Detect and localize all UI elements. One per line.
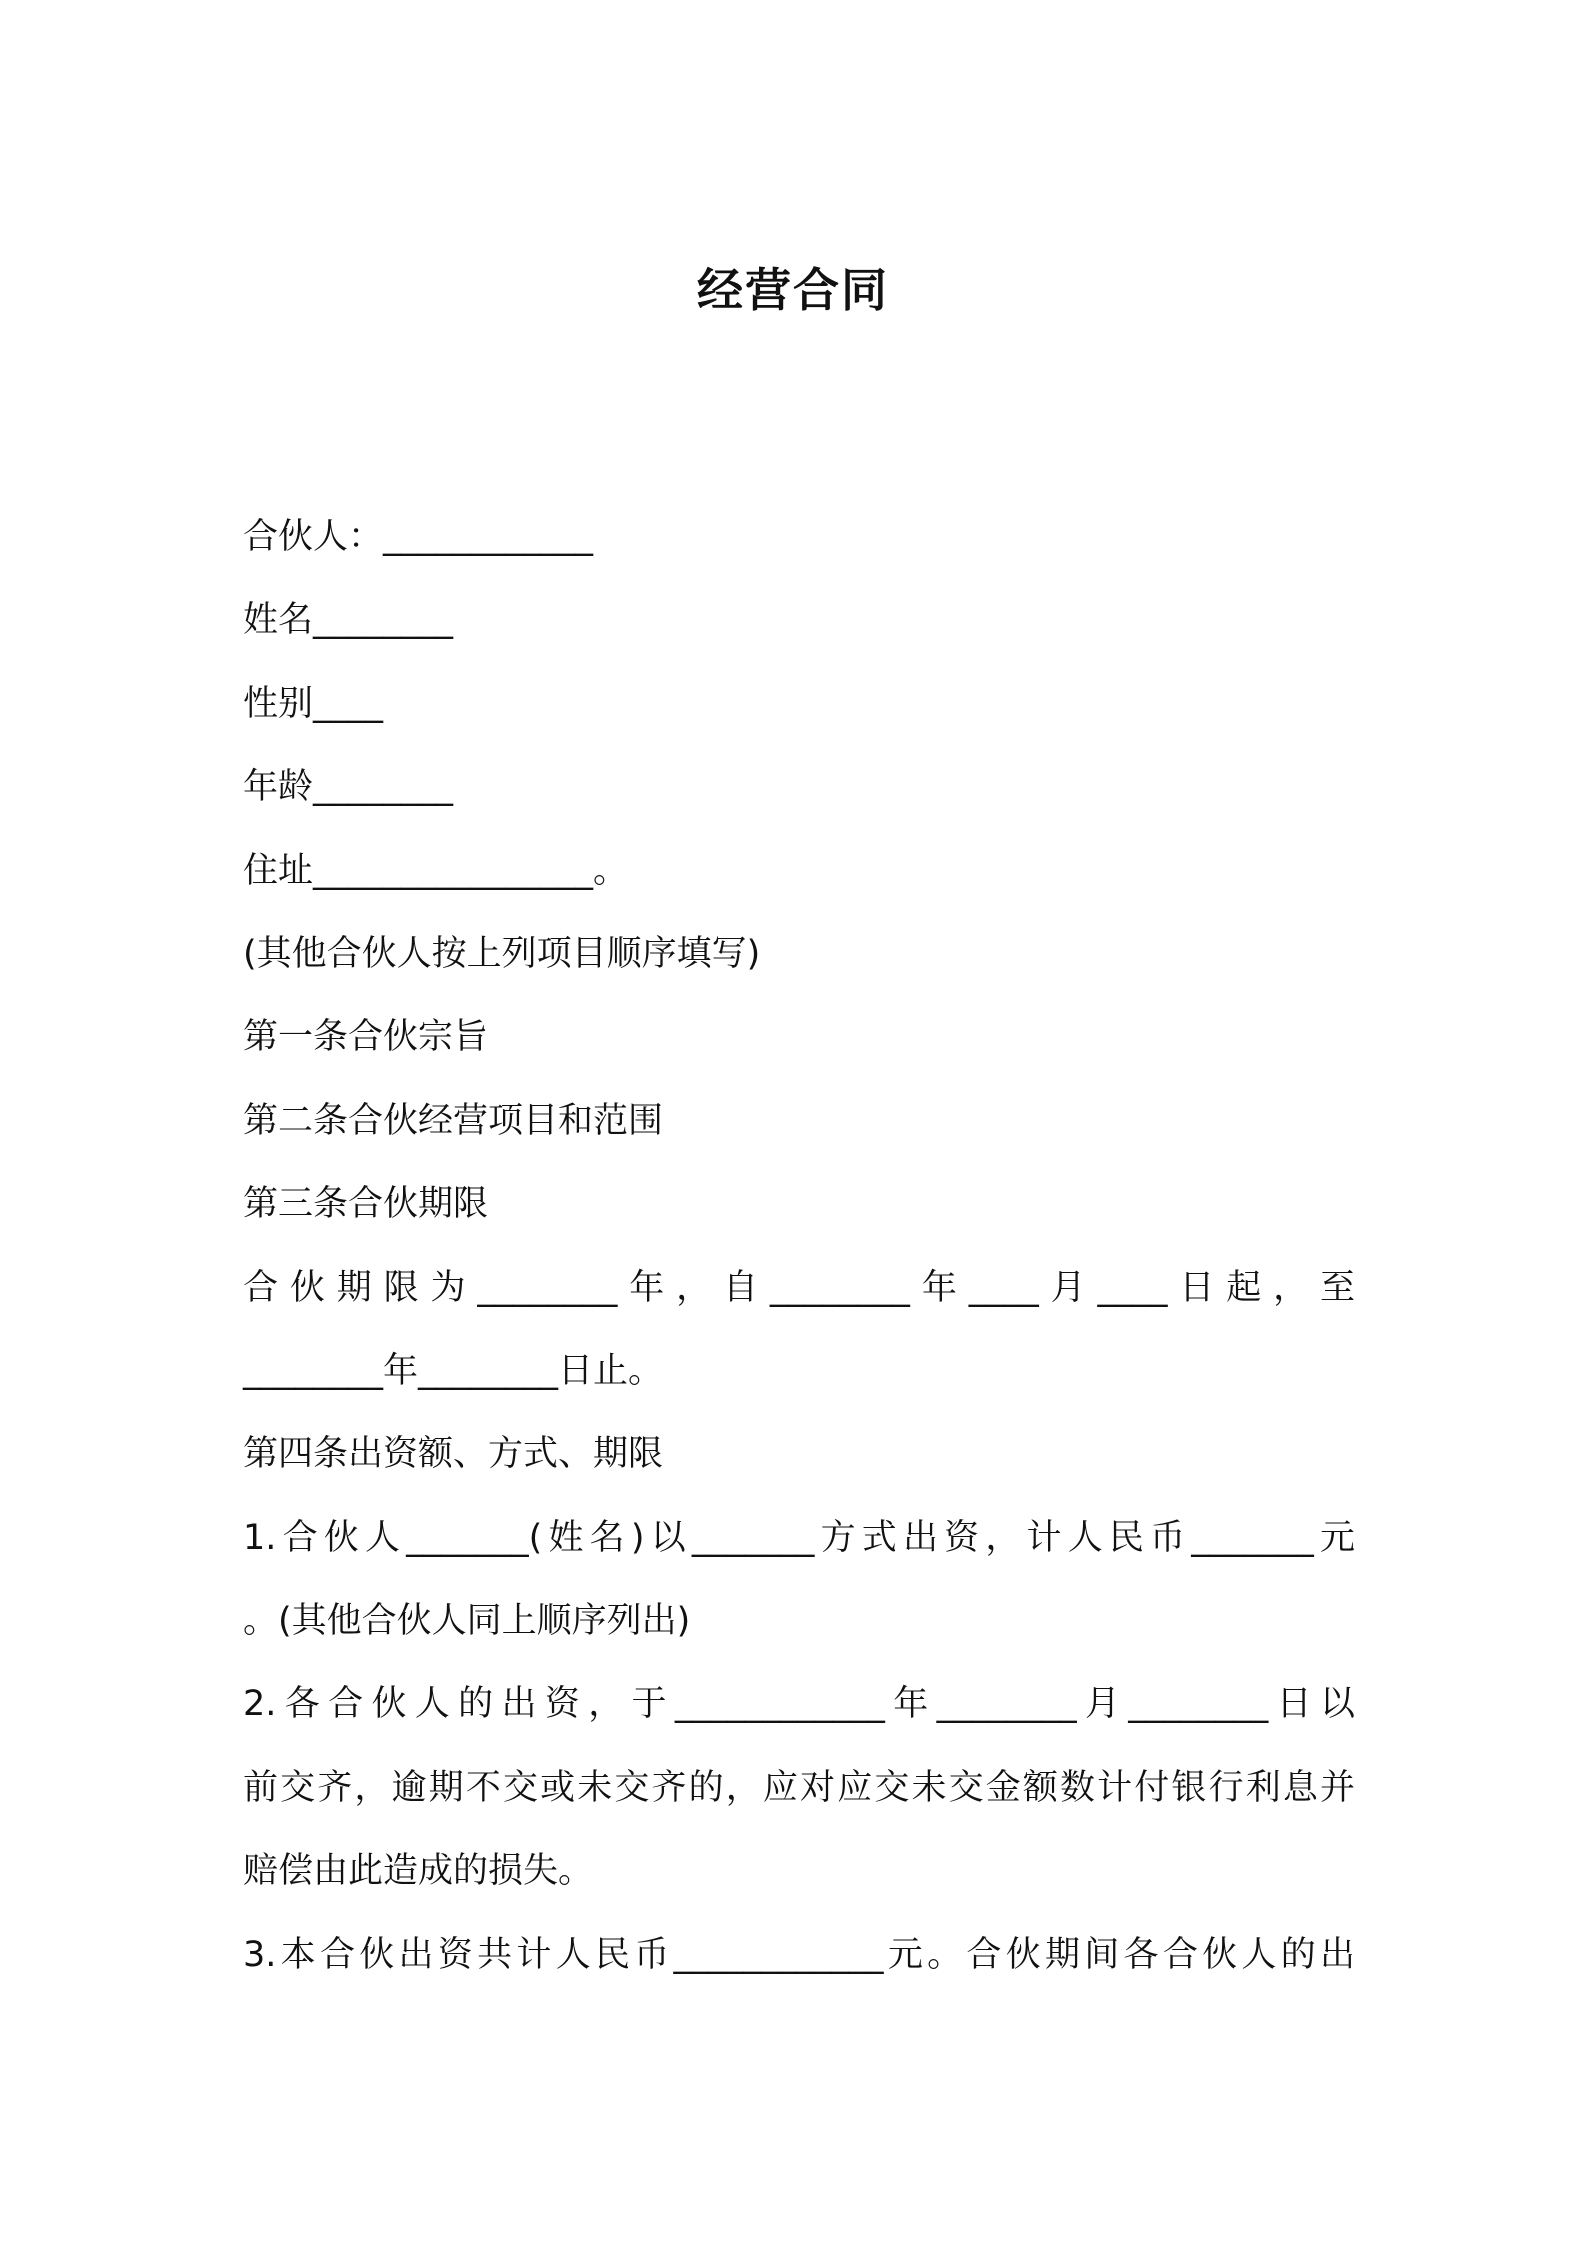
- gender-field: 性别____: [243, 683, 384, 724]
- partner-field: 合伙人：____________: [243, 517, 594, 557]
- clause-4-2-line-3: 赔偿由此造成的损失。: [243, 1851, 594, 1892]
- article-4-heading: 第四条出资额、方式、期限: [243, 1434, 664, 1475]
- clause-4-2-line-1: 2.各合伙人的出资，于____________年________月________日以: [243, 1684, 1355, 1725]
- fill-note: (其他合伙人按上列项目顺序填写): [243, 933, 761, 974]
- term-clause-line-1: 合伙期限为________年，自________年____月____日起，至: [243, 1267, 1355, 1308]
- term-clause-line-2: ________年________日止。: [243, 1350, 664, 1391]
- name-field: 姓名________: [243, 600, 454, 641]
- clause-4-2-line-2: 前交齐，逾期不交或未交齐的，应对应交未交金额数计付银行利息并: [243, 1767, 1355, 1808]
- article-2-heading: 第二条合伙经营项目和范围: [243, 1100, 664, 1141]
- clause-4-1-line-1: 1.合伙人_______(姓名)以_______方式出资，计人民币_______元: [243, 1517, 1355, 1558]
- document-title: 经营合同: [697, 263, 889, 317]
- age-field: 年龄________: [243, 767, 454, 808]
- clause-4-1-line-2: 。(其他合伙人同上顺序列出): [243, 1601, 691, 1642]
- address-field: 住址________________。: [243, 850, 629, 891]
- article-3-heading: 第三条合伙期限: [243, 1184, 489, 1225]
- article-1-heading: 第一条合伙宗旨: [243, 1017, 489, 1058]
- document-body: [243, 496, 1355, 1997]
- clause-4-3-line-1: 3.本合伙出资共计人民币____________元。合伙期间各合伙人的出: [243, 1934, 1355, 1975]
